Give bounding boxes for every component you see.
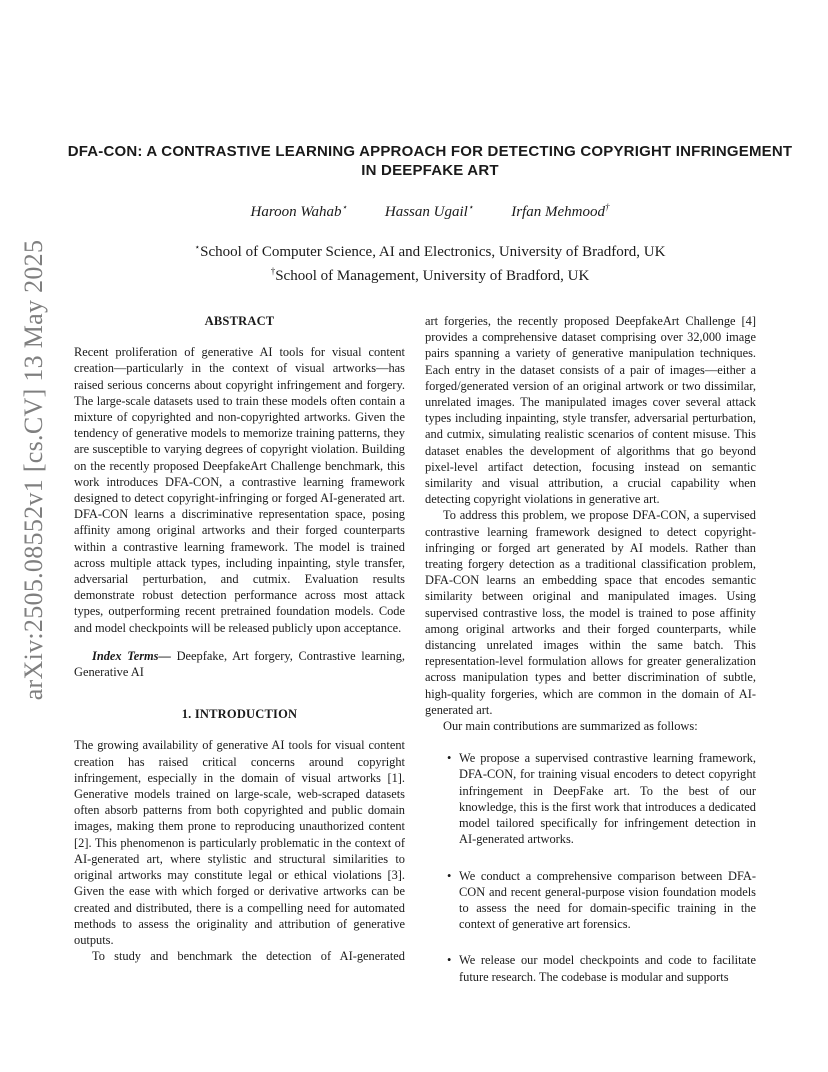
right-column bbox=[425, 313, 756, 1005]
left-column bbox=[74, 313, 405, 964]
author: Haroon Wahab⋆ bbox=[250, 202, 348, 220]
index-terms bbox=[74, 648, 405, 680]
affiliation: ⋆School of Computer Science, AI and Electronics, University of Bradford, UK bbox=[194, 242, 666, 260]
abstract-heading: ABSTRACT bbox=[204, 314, 275, 328]
index-terms-text: Deepfake, Art forgery, Contrastive learning, Generative AI bbox=[74, 648, 406, 680]
author: Hassan Ugail⋆ bbox=[384, 202, 474, 220]
intro-paragraph-2-start: To study and benchmark the detection of AI-generated bbox=[92, 949, 405, 964]
list-item: • We release our model checkpoints and code to facilitate future research. The codebase is modular and supports bbox=[425, 952, 756, 984]
affiliations bbox=[60, 238, 800, 286]
list-item: • We propose a supervised contrastive learning framework, DFA-CON, for training visual encoders to detect copyright infringement in DeepFake art. To the best of our knowledge, this is the first work that introduces a dedicated model tailored specifically for infringement detection in AI-generated artworks. bbox=[425, 750, 756, 847]
intro-heading: 1. INTRODUCTION bbox=[181, 707, 298, 722]
intro-paragraph-1: The growing availability of generative AI tools for visual content creation has raised critical concerns around copyright infringement, especially in the domain of visual artworks [1]. Generative models trained on large-scale, web-scraped datasets often absorb patterns from both copyrighted and public domain images, making them prone to reproducing unauthorized content [2]. This phenomenon is particularly problematic in the context of AI-generated art, where stylistic and structural similarities to original artworks may constitute legal or ethical violations [3]. Given the ease with which forged or derivative artworks can be created and distributed, there is a compelling need for automated methods to assess the originality and attribution of generative outputs. bbox=[74, 738, 405, 947]
author: Irfan Mehmood† bbox=[511, 202, 610, 220]
intro-paragraph-2-cont: art forgeries, the recently proposed DeepfakeArt Challenge [4] provides a comprehensive dataset comprising over 32,000 image pairs spanning a variety of generative manipulation techniques. Each entry in the dataset consists of a pair of images—either a forged/generated version of an original artwork or two dissimilar, unrelated images. The manipulated images cover several attack types including inpainting, style transfer, adversarial perturbation, and cutmix, simulating realistic scenarios of content misuse. This dataset enables the development of algorithms that go beyond pixel-level artifact detection, focusing instead on semantic similarity and visual attribution, a crucial capability when detecting copyright violations in generative art. bbox=[425, 314, 756, 507]
contributions-list bbox=[425, 750, 756, 984]
author-list bbox=[60, 202, 800, 221]
affiliation: †School of Management, University of Bradford, UK bbox=[270, 266, 590, 284]
arxiv-id: arXiv:2505.08552v1 [cs.CV] 13 May 2025 bbox=[19, 239, 48, 701]
paper-title: DFA-CON: A CONTRASTIVE LEARNING APPROACH FOR DETECTING COPYRIGHT INFRINGEMENT IN DEEPFAKE ART bbox=[67, 143, 793, 179]
index-terms-label: Index Terms— bbox=[92, 648, 171, 663]
arxiv-watermark bbox=[4, 120, 64, 820]
list-item: • We conduct a comprehensive comparison between DFA-CON and recent general-purpose vision foundation models to assess the need for domain-specific training in the context of generative art forensics. bbox=[425, 868, 756, 933]
intro-paragraph-3: To address this problem, we propose DFA-CON, a supervised contrastive learning framework designed to detect copyright-infringing or forged art generated by AI models. Rather than treating forgery detection as a traditional classification problem, DFA-CON learns an embedding space that encodes semantic similarity between original and manipulated images. Using supervised contrastive loss, the model is trained to pose affinity among original artworks and their forged counterparts, while distancing unrelated images within the same batch. This representation-level formulation allows for greater generalization across manipulation types and better discrimination of subtle, high-quality forgeries, which are common in the domain of AI-generated art. bbox=[425, 508, 756, 717]
intro-paragraph-4: Our main contributions are summarized as follows: bbox=[443, 719, 698, 734]
abstract-text: Recent proliferation of generative AI tools for visual content creation—particularly in the context of visual artworks—has raised serious concerns about copyright infringement and forgery. The large-scale datasets used to train these models often contain a mixture of copyrighted and non-copyrighted artworks. Given the tendency of generative models to memorize training patterns, they are susceptible to varying degrees of copyright violation. Building on the recently proposed DeepfakeArt Challenge benchmark, this work introduces DFA-CON, a contrastive learning framework designed to detect copyright-infringing or forged AI-generated art. DFA-CON learns a discriminative representation space, posing affinity among original artworks and their forged counterparts within a contrastive learning framework. The model is trained across multiple attack types, including inpainting, style transfer, adversarial perturbation, and cutmix. Evaluation results demonstrate robust detection performance across most attack types, outperforming recent pretrained foundation models. Code and model checkpoints will be released publicly upon acceptance. bbox=[74, 345, 405, 635]
